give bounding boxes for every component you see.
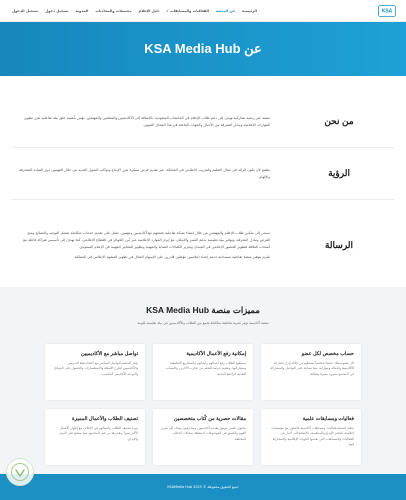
feature-card-desc: يستطيع الطلاب رفع أعمالهم وأبحاثهم والمشاريع التطبيقية ومشاركتها، وتقديم فرصة للتعلم من تجارب الآخرين واكتساب التغذية الراجعة البناءة. [166, 361, 246, 376]
mission-heading: الرسالة [324, 239, 354, 250]
mission-text-col [12, 200, 284, 290]
feature-card-academics [45, 344, 145, 400]
features-subtitle: منصة أكاديمية توفر تجربة تفاعلية متكاملة تجمع بين الطلاب والأكاديميين في بيئة تعليمية مُلهمة [137, 321, 269, 325]
nav-item-events-label: الفعاليات والمسابقات [170, 8, 209, 13]
about-label-col [284, 96, 394, 147]
about-section [12, 96, 394, 148]
feature-card-events [261, 409, 361, 465]
ksa-hub-logo-icon [378, 5, 396, 17]
feature-card-title: إمكانية رفع الأعمال الأكاديمية [186, 351, 246, 357]
mission-section [12, 200, 394, 290]
features-grid [45, 344, 361, 465]
site-footer [0, 474, 406, 500]
feature-card-desc: توفر المنصة التواصل المباشر مع أعضاء هيئة التدريس والأكاديميين لطرح الأسئلة والاستفسارات والحصول على النصائح والتوجيه الأكاديمي المناسب. [54, 361, 138, 376]
feature-card-ranking [45, 409, 145, 465]
feature-card-title: حساب مخصص لكل عضو [301, 351, 354, 357]
svg-text:KSA: KSA [381, 8, 393, 14]
mission-paragraph-2: نلتزم بتوفير منصة تفاعلية مستدامة تدعم إعداد إعلاميين مؤهلين قادرين على الإسهام الفعال في تطوير المشهد الإعلامي في المملكة. [73, 254, 270, 259]
feature-card-title: مقالات حصرية من كُتاب متخصصين [173, 416, 246, 422]
feature-card-uploads [153, 344, 253, 400]
features-section [0, 287, 406, 474]
nav-item-login[interactable]: تسجيل دخول [45, 8, 69, 13]
feature-card-title: تواصل مباشر مع الأكاديميين [80, 351, 138, 357]
nav-item-events[interactable] [166, 9, 208, 13]
emblem-icon [10, 462, 30, 482]
hero-banner [0, 22, 406, 76]
copyright-text: جميع الحقوق محفوظة © 2025 KSAMedia Hub [167, 485, 239, 489]
feature-card-desc: محتوى علمي موثوق يقدمه أكاديميون ومحترفون يهدف إلى تعزيز الفهم والتعمق في الموضوعات المتعلقة بمجالات الإعلام المختلفة. [160, 426, 246, 441]
feature-card-desc: كل عضو يمتلك حساباً شخصياً يستطيع من خلاله إبراز إنجازاته الأكاديمية وأعماله ومهاراته، مما يساعد على التواصل والمشاركة في المجتمع بصورة مميزة وفعالة. [270, 361, 354, 376]
vision-paragraph: نطمح لأن نكون الرائد في مجال التعليم والتدريب الإعلامي في المملكة، عبر تقديم فرص مبتكرة تعزز الإبداع وتواكب التحول الجديد من خلال المهنيين ذوي القيادة المحترفة والإلهام. [18, 167, 270, 179]
mission-paragraph-1: نسعى إلى تمكين طلاب الإعلام والمهتمين من خلال إنشاء شبكة تفاعلية تجمعهم مع أكاديميين ومهنيين. نعمل على تقديم خدمات متكاملة تشمل التوجيه والنصائح ومنح الفرص وتبادل المعرفة، وتوفير بيئة تعليمية تدعم التميز والابتكار، مع إبراز الموارد الإعلامية عبر أبرز الجوائز في القطاع الإعلامي، كما نهدف إلى تأسيس شراكة فاعلة مع أصحاب العلاقة لتطوير الحضور الإعلامي في الميدان وتعزيز الكفاءات الشابة والمهنية وتطوير المعايير المهنية في الإعلام السعودي. [23, 230, 270, 249]
features-title: مميزات منصة KSA Media Hub [146, 305, 260, 315]
about-heading: من نحن [324, 116, 354, 126]
vision-heading: الرؤية [328, 168, 350, 178]
nav-item-blog[interactable]: المدونة [75, 8, 89, 13]
vision-text-col [12, 148, 284, 199]
vision-section [12, 148, 394, 200]
feature-card-title: فعاليات ومسابقات علمية [302, 416, 354, 422]
site-logo[interactable] [378, 4, 396, 18]
nav-item-media-guide[interactable]: دليل الإعلام [138, 8, 160, 13]
nav-item-communities[interactable]: مجتمعات والمحادثات [95, 8, 132, 13]
site-header [0, 0, 406, 22]
nav-item-about[interactable]: عن المنصة [215, 8, 236, 13]
about-text-col [12, 96, 284, 147]
mission-label-col [284, 200, 394, 290]
feature-card-desc: تنظم المنصة فعاليات ومسابقات أكاديمية بالتعاون مع مؤسسات إعلامية، لتحفيز الإبداع والمنافسة، بالإضافة إلى أخبار عن الفعاليات والمسابقات التي تقدمها الجهات الإعلامية والمشاركة فيها. [271, 426, 354, 447]
page-title: عن KSA Media Hub [144, 41, 262, 56]
main-nav [12, 9, 257, 13]
nav-item-register[interactable]: تسجيل الدخول [12, 8, 39, 13]
vision-label-col [284, 148, 394, 199]
feature-card-articles [153, 409, 253, 465]
feature-card-desc: ميزة تصنيف الطلاب وأعمالهم في الإعلام، مع إظهار الأعمال الأكثر تميزاً وتقديرها من قبل المجتمع، مما يشجع على التميز والإبداع. [59, 426, 138, 441]
feature-card-profile [261, 344, 361, 400]
about-paragraph: منصة غير ربحية تشاركية تهدف إلى دعم طلاب الإعلام في الجامعات السعودية، بالإضافة إلى الأكاديميين والمعلمين والمهتمين. نؤمن بأهمية خلق بيئة تفاعلية تعزز تطوير المهارات الإعلامية وتبادل المعرفة بين الأجيال والجهات الفاعلة في هذا المجال الحيوي. [24, 115, 270, 127]
nav-item-home[interactable]: الرئيسية [242, 8, 257, 13]
feature-card-title: تصنيف الطلاب والأعمال المميزة [71, 416, 138, 422]
chevron-down-icon: ▾ [166, 8, 168, 13]
floating-badge[interactable] [6, 458, 34, 486]
about-content [0, 96, 406, 290]
